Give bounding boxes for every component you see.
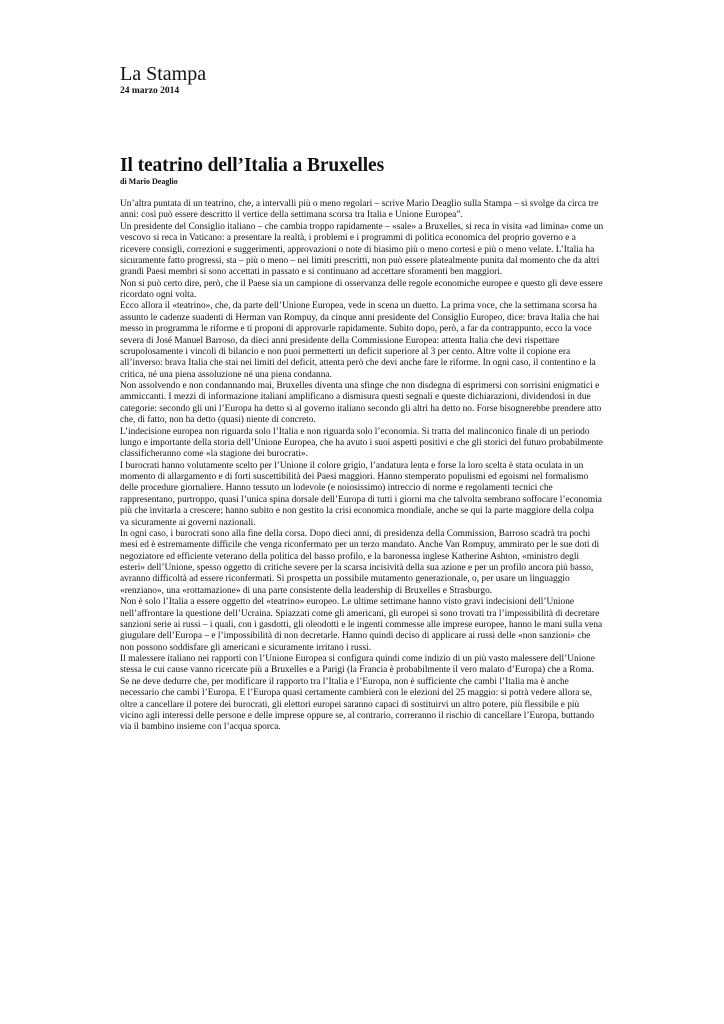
article-paragraph: Non assolvendo e non condannando mai, Bruxelles diventa una sfinge che non disdegna di esprimersi con sorrisini enigmatici e ammiccanti. I mezzi di informazione italiani amplificano a dismisura questi segnali e queste dichiarazioni, dividendosi in due categorie: secondo gli uni l’Europa ha detto sì al governo italiano secondo gli altri ha detto no. Forse bisognerebbe prendere atto che, di fatto, non ha detto (quasi) niente di concreto. bbox=[120, 381, 602, 426]
article-paragraph: In ogni caso, i burocrati sono alla fine della corsa. Dopo dieci anni, di presidenza della Commission, Barroso scadrà tra pochi mesi ed è estremamente difficile che venga riconfermato per un terzo mandato. Anche Van Rompuy, ammirato per le sue doti di negoziatore ed efficiente veterano della politica del basso profilo, e la baronessa inglese Katherine Ashton, «ministro degli esteri» dell’Unione, spesso oggetto di critiche severe per la scarsa incisività della sua azione e per un profilo ancora più basso, avranno difficoltà ad essere riconfermati. Si prospetta un possibile mutamento generazionale, o, per usare un linguaggio «renziano», una «rottamazione» di una parte consistente della leadership di Bruxelles e Strasburgo. bbox=[120, 528, 600, 596]
article-byline: di Mario Deaglio bbox=[120, 177, 178, 186]
article-paragraph: Il malessere italiano nei rapporti con l’Unione Europea si configura quindi come indizio di un più vasto malessere dell’Unione stessa le cui cause vanno ricercate più a Bruxelles e a Parigi (la Francia è probabilmente il vero malato d’Europa) che a Roma. Se ne deve dedurre che, per modificare il rapporto tra l’Italia e l’Europa, non è sufficiente che cambi l’Italia ma è anche necessario che cambi l’Europa. E l’Europa quasi certamente cambierà con le elezioni del 25 maggio: si potrà vedere allora se, oltre a cancellare il potere dei burocrati, gli elettori europei saranno capaci di sostituirvi un altro potere, più flessibile e più vicino agli interessi delle persone e delle imprese oppure se, al contrario, correranno il rischio di cancellare l’Europa, buttando via il bambino insieme con l’acqua sporca. bbox=[120, 654, 595, 733]
article-paragraph: Un’altra puntata di un teatrino, che, a intervalli più o meno regolari – scrive Mario Deaglio sulla Stampa – si svolge da circa tre anni: così può essere descritto il vertice della settimana scorsa tra Italia e Unione Europea”. bbox=[120, 199, 599, 221]
publication-name: La Stampa bbox=[120, 63, 207, 85]
article-paragraph: Non è solo l’Italia a essere oggetto del «teatrino» europeo. Le ultime settimane hanno visto gravi indecisioni dell’Unione nell’affrontare la questione dell’Ucraina. Spiazzati come gli americani, gli europei si sono trovati tra l’impossibilità di decretare sanzioni serie ai russi – i quali, con i gasdotti, gli oleodotti e le ingenti commesse alle imprese europee, hanno le mani sulla vena giugulare dell’Europa – e l’impossibilità di non decretarle. Hanno quindi deciso di applicare ai russi delle «non sanzioni» che non possono soddisfare gli americani e sicuramente irritano i russi. bbox=[120, 597, 603, 653]
article-paragraph: Un presidente del Consiglio italiano – che cambia troppo rapidamente – «sale» a Bruxelles, si reca in visita «ad limina» come un vescovo si reca in Vaticano: a presentare la realtà, i problemi e i programmi di politica economica del proprio governo e a ricevere consigli, correzioni e suggerimenti, approvazioni o note di biasimo più o meno cortesi e più o meno velate. L’Italia ha sicuramente fatto progressi, sta – più o meno – nei limiti prescritti, non può essere platealmente punita dal momento che da altri grandi Paesi membri si sono accettati in passato e si continuano ad accettare sforamenti ben maggiori. bbox=[120, 221, 604, 278]
article-paragraph: L’indecisione europea non riguarda solo l’Italia e non riguarda solo l’economia. Si tratta del malinconico finale di un periodo lungo e importante della storia dell’Unione Europea, che ha avuto i suoi aspetti positivi e che gli storici del futuro probabilmente classificheranno come «la stagione dei burocrati». bbox=[120, 426, 603, 460]
article-title: Il teatrino dell’Italia a Bruxelles bbox=[120, 155, 385, 176]
article-paragraph: Ecco allora il «teatrino», che, da parte dell’Unione Europea, vede in scena un duetto. La prima voce, che la settimana scorsa ha assunto le cadenze suadenti di Herman van Rompuy, da cinque anni presidente del Consiglio Europeo, dice: brava Italia che hai messo in programma le riforme e ti proponi di approvarle rapidamente. Subito dopo, però, a far da contrappunto, ecco la voce severa di José Manuel Barroso, da dieci anni presidente della Commissione Europea: attenta Italia che devi rispettare scrupolosamente i vincoli di bilancio e non puoi permetterti un deficit superiore al 3 per cento. Altre volte il copione era all’inverso: brava Italia che stai nei limiti del deficit, attenta però che devi anche fare le riforme. In ogni caso, il contentino e la critica, né una piena assoluzione né una piena condanna. bbox=[120, 301, 600, 380]
article-body bbox=[120, 199, 604, 734]
document-page bbox=[120, 62, 604, 734]
publication-date: 24 marzo 2014 bbox=[120, 86, 180, 96]
article-paragraph: I burocrati hanno volutamente scelto per l’Unione il colore grigio, l’andatura lenta e forse la loro scelta è stata oculata in un momento di allargamento e di forti suscettibilità dei Paesi maggiori. Hanno stemperato populismi ed egoismi nel formalismo delle procedure giornaliere. Hanno tessuto un lodevole (e noiosissimo) intreccio di norme e regolamenti tecnici che rappresentano, purtroppo, quasi l’unica spina dorsale dell’Europa di tutti i giorni ma che talvolta sembrano soffocare l’economia più che invitarla a crescere; hanno subito e non gestito la crisi economica mondiale, anche se qui la parte maggiore della colpa va sicuramente ai governi nazionali. bbox=[120, 460, 602, 528]
article-paragraph: Non si può certo dire, però, che il Paese sia un campione di osservanza delle regole economiche europee e questo gli deve essere ricordato ogni volta. bbox=[120, 278, 603, 300]
